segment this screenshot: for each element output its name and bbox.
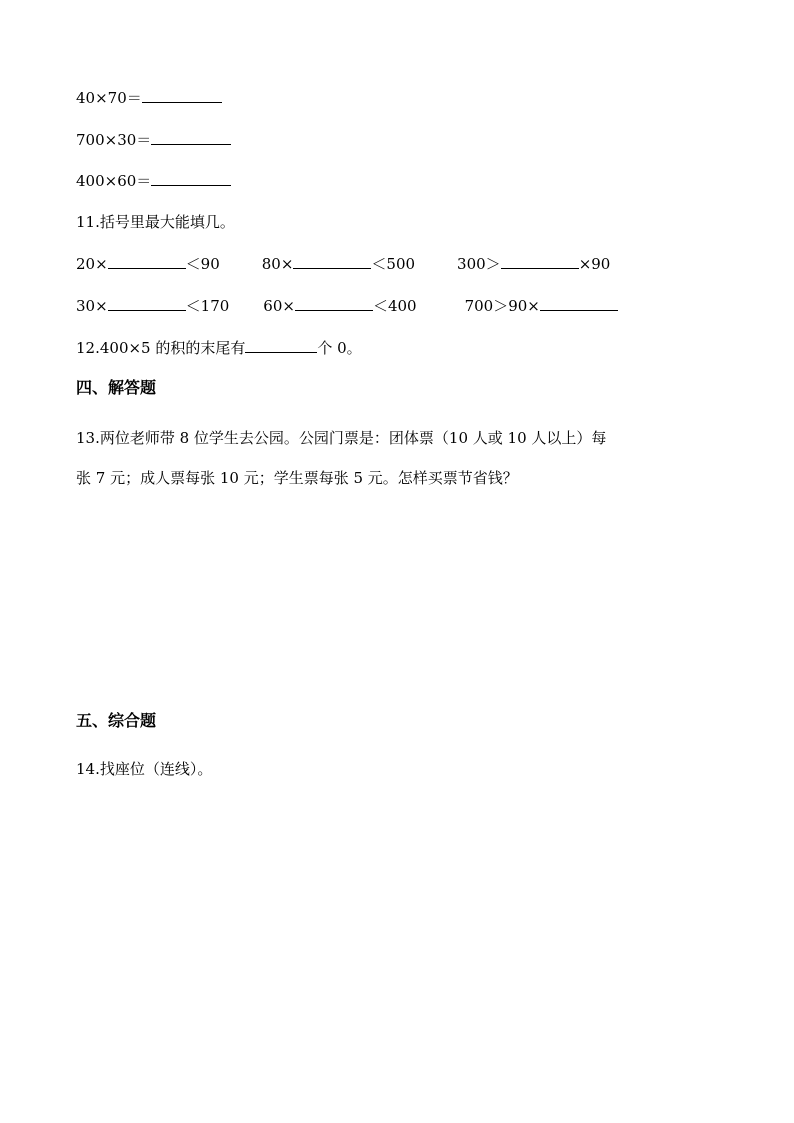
answer-blank[interactable] <box>151 130 231 145</box>
question-text: 11.括号里最大能填几。 <box>76 213 235 231</box>
answer-blank[interactable] <box>142 88 222 103</box>
inequality-prefix: 20× <box>76 255 108 273</box>
answer-blank[interactable] <box>151 171 231 186</box>
question-11-row-2 <box>76 296 618 316</box>
calc-line-1 <box>76 88 222 108</box>
inequality-prefix: 30× <box>76 297 108 315</box>
question-text: 个 0。 <box>317 339 362 357</box>
calc-expression: 700×30＝ <box>76 131 152 149</box>
section-heading-5: 五、综合题 <box>76 711 157 730</box>
question-text: 12.400×5 的积的末尾有 <box>76 339 246 357</box>
calc-line-2 <box>76 130 231 150</box>
inequality-suffix: ＜400 <box>372 297 417 315</box>
calc-expression: 400×60＝ <box>76 172 152 190</box>
inequality-suffix: ×90 <box>578 255 611 273</box>
inequality-suffix: ＜170 <box>185 297 230 315</box>
question-11-row-1 <box>76 254 610 274</box>
question-14 <box>76 759 212 779</box>
question-12 <box>76 338 362 358</box>
question-13-line-2: 张 7 元；成人票每张 10 元；学生票每张 5 元。怎样买票节省钱？ <box>76 469 518 487</box>
inequality-prefix: 60× <box>263 297 295 315</box>
inequality-prefix: 80× <box>261 255 294 273</box>
answer-blank[interactable] <box>108 254 186 269</box>
question-13 <box>76 418 726 498</box>
inequality-suffix: ＜90 <box>185 255 220 273</box>
section-heading-4: 四、解答题 <box>76 378 157 397</box>
inequality-prefix: 700＞90× <box>464 297 540 315</box>
inequality-suffix: ＜500 <box>371 255 416 273</box>
answer-blank[interactable] <box>501 254 579 269</box>
question-11-title <box>76 212 235 232</box>
calc-line-3 <box>76 171 231 191</box>
answer-blank[interactable] <box>108 296 186 311</box>
answer-blank[interactable] <box>245 338 317 353</box>
answer-blank[interactable] <box>295 296 373 311</box>
answer-blank[interactable] <box>540 296 618 311</box>
inequality-prefix: 300＞ <box>457 255 501 273</box>
question-13-line-1: 13.两位老师带 8 位学生去公园。公园门票是：团体票（10 人或 10 人以上）每 <box>76 429 607 447</box>
answer-blank[interactable] <box>293 254 371 269</box>
calc-expression: 40×70＝ <box>76 89 142 107</box>
question-text: 14.找座位（连线）。 <box>76 760 213 778</box>
